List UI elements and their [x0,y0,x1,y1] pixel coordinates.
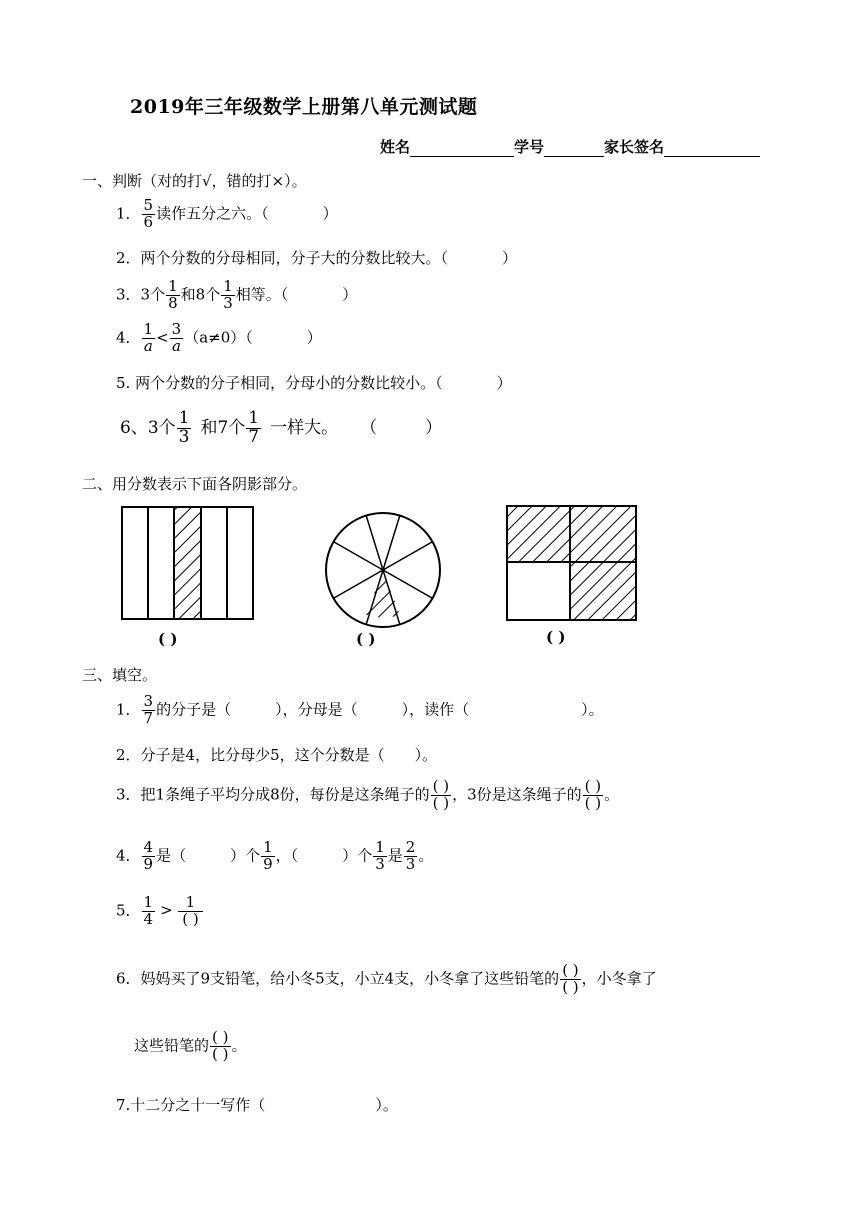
student-info-line [380,136,760,157]
figure-1-strips [122,507,253,619]
s1-question-3: 3．3个 $\frac{1}{8}$ 和8个 $\frac{1}{3}$ 相等。（ ） [116,277,358,312]
page-title: 2019年三年级数学上册第八单元测试题 [130,96,478,118]
s3-question-6: 6．妈妈买了9支铅笔，给小冬5支，小立4支，小冬拿了这些铅笔的 $\frac{( )}{( )}$ ，小冬拿了 [116,961,657,996]
parent-signature-field[interactable] [664,141,760,157]
id-label: 学号 [514,138,545,156]
figure-2-answer[interactable]: ( ) [356,630,376,648]
figure-1-answer[interactable]: ( ) [158,630,178,648]
s3-question-5: 5． $\frac{1}{4}$ > $\frac{1}{( )}$ [116,895,204,928]
section3-heading: 三、填空。 [82,666,158,684]
s1-question-1: 1． $\frac{5}{6}$ 读作五分之六。（ ） [116,196,338,231]
s1-question-6: 6、3个 $\frac{1}{3}$ 和7个 $\frac{1}{7}$ 一样大。 （ ） [120,408,443,447]
s3-question-4: 4． $\frac{4}{9}$ 是（ ）个 $\frac{1}{9}$ ，（ ）个 $\frac{1}{3}$ 是 $\frac{2}{3}$ 。 [116,838,434,873]
s3-question-3: 3．把1条绳子平均分成8份，每份是这条绳子的 $\frac{( )}{( )}$ ，3份是这条绳子的 $\frac{( )}{( )}$ 。 [116,777,620,812]
s3-question-7: 7.十二分之十一写作（ ）。 [116,1096,398,1114]
id-field[interactable] [544,141,604,157]
s3-question-6-cont: 这些铅笔的 $\frac{( )}{( )}$ 。 [134,1028,247,1063]
s3-question-2: 2．分子是4，比分母少5，这个分数是（ ）。 [116,746,438,764]
name-label: 姓名 [380,138,411,156]
s1-question-5: 5. 两个分数的分子相同，分母小的分数比较小。（ ） [116,374,512,392]
figure-3-square [507,506,636,620]
s1-question-4: 4． $\frac{1}{a}$ < $\frac{3}{a}$ （a≠0）（ ） [116,320,322,355]
s1-question-2: 2．两个分数的分母相同，分子大的分数比较大。（ ） [116,249,518,267]
name-field[interactable] [410,141,514,157]
parent-signature-label: 家长签名 [604,138,665,156]
striped-rectangle-figure [0,500,860,660]
section1-heading: 一、判断（对的打√，错的打×）。 [82,172,307,190]
figure-2-circle [326,513,440,627]
figure-3-answer[interactable]: ( ) [546,628,566,646]
s3-question-1: 1． $\frac{3}{7}$ 的分子是（ ），分母是（ ），读作（ ）。 [116,692,604,727]
section2-heading: 二、用分数表示下面各阴影部分。 [82,475,308,493]
